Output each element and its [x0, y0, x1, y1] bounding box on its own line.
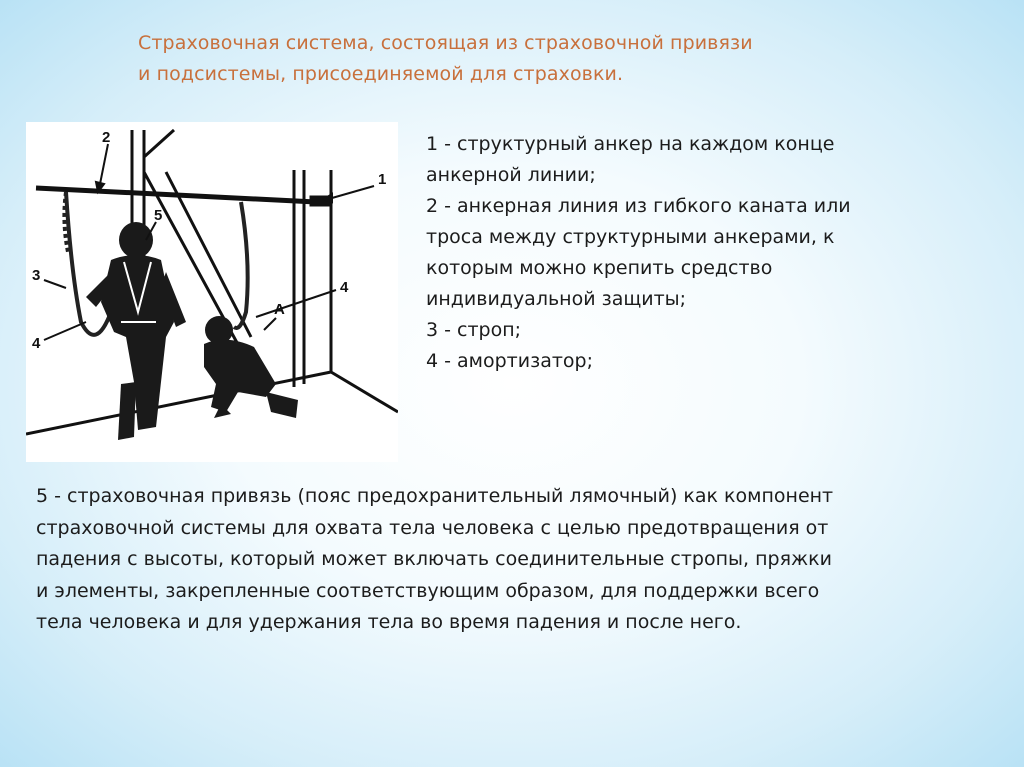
legend-line: которым можно крепить средство — [426, 257, 773, 279]
callout-5: 5 — [154, 207, 163, 224]
description-line: тела человека и для удержания тела во время падения и после него. — [36, 611, 742, 633]
callout-4-right: 4 — [340, 279, 349, 296]
title-line-2: и подсистемы, присоединяемой для страховки. — [138, 63, 624, 85]
harness-description — [36, 481, 986, 639]
callout-1: 1 — [378, 171, 387, 188]
legend-line: анкерной линии; — [426, 164, 596, 186]
legend-line: троса между структурными анкерами, к — [426, 226, 835, 248]
title-line-1: Страховочная система, состоящая из страховочной привязи — [138, 32, 753, 54]
legend-line: 1 - структурный анкер на каждом конце — [426, 133, 835, 155]
crouching-worker — [204, 316, 298, 418]
legend-line: 4 - амортизатор; — [426, 350, 594, 372]
callout-a: A — [274, 301, 285, 318]
legend-line: 2 - анкерная линия из гибкого каната или — [426, 195, 851, 217]
callout-arrows — [44, 144, 374, 340]
safety-system-illustration — [26, 122, 398, 462]
callout-4-left: 4 — [32, 335, 41, 352]
description-line: страховочной системы для охвата тела человека с целью предотвращения от — [36, 516, 829, 539]
callout-2: 2 — [102, 129, 111, 146]
description-line: падения с высоты, который может включать соединительные стропы, пряжки — [36, 548, 832, 570]
slide-title — [138, 28, 898, 90]
lanyard-left — [66, 192, 111, 335]
legend-line: 3 - строп; — [426, 319, 522, 341]
illustration-svg — [26, 122, 398, 462]
callout-labels — [32, 129, 386, 352]
brace-top — [144, 130, 174, 157]
floor-corner-line — [331, 372, 398, 412]
description-line: 5 - страховочная привязь (пояс предохранительный лямочный) как компонент — [36, 485, 834, 507]
callout-3: 3 — [32, 267, 41, 284]
component-legend — [426, 129, 926, 377]
legend-line: индивидуальной защиты; — [426, 288, 687, 310]
description-line: и элементы, закрепленные соответствующим образом, для поддержки всего — [36, 579, 820, 602]
